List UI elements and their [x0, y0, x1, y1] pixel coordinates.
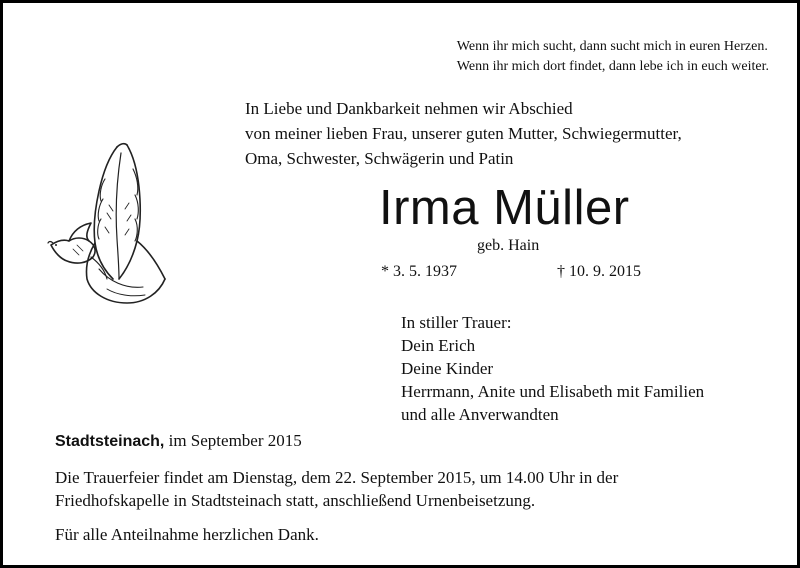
place-and-date — [55, 429, 302, 454]
mourners-list — [401, 311, 704, 426]
town-name: Stadtsteinach, — [55, 433, 165, 450]
funeral-line: Die Trauerfeier findet am Dienstag, dem 22. September 2015, um 14.00 Uhr in der — [55, 468, 619, 487]
mourner-line: Herrmann, Anite und Elisabeth mit Familien — [401, 382, 705, 401]
death-date: † 10. 9. 2015 — [557, 263, 641, 280]
birth-date: * 3. 5. 1937 — [381, 263, 457, 280]
mourner-line: Deine Kinder — [401, 359, 494, 378]
notice-date: im September 2015 — [164, 431, 302, 450]
intro-line: Oma, Schwester, Schwägerin und Patin — [245, 149, 514, 168]
verse-line: Wenn ihr mich dort findet, dann lebe ich in euch weiter. — [456, 59, 769, 74]
intro-line: von meiner lieben Frau, unserer guten Mutter, Schwiegermutter, — [245, 124, 682, 143]
memorial-verse — [457, 37, 769, 77]
intro-line: In Liebe und Dankbarkeit nehmen wir Abschied — [245, 99, 573, 118]
praying-hands-with-dove-icon — [47, 139, 179, 311]
funeral-details — [55, 466, 618, 512]
maiden-name: geb. Hain — [477, 237, 540, 254]
mourner-line: In stiller Trauer: — [401, 313, 512, 332]
mourner-line: und alle Anverwandten — [401, 405, 559, 424]
verse-line: Wenn ihr mich sucht, dann sucht mich in euren Herzen. — [456, 39, 768, 54]
funeral-line: Friedhofskapelle in Stadtsteinach statt, anschließend Urnenbeisetzung. — [55, 491, 536, 510]
mourner-line: Dein Erich — [401, 336, 476, 355]
thanks-note: Für alle Anteilnahme herzlichen Dank. — [55, 525, 319, 544]
deceased-name: Irma Müller — [379, 181, 630, 235]
farewell-intro — [245, 96, 682, 171]
